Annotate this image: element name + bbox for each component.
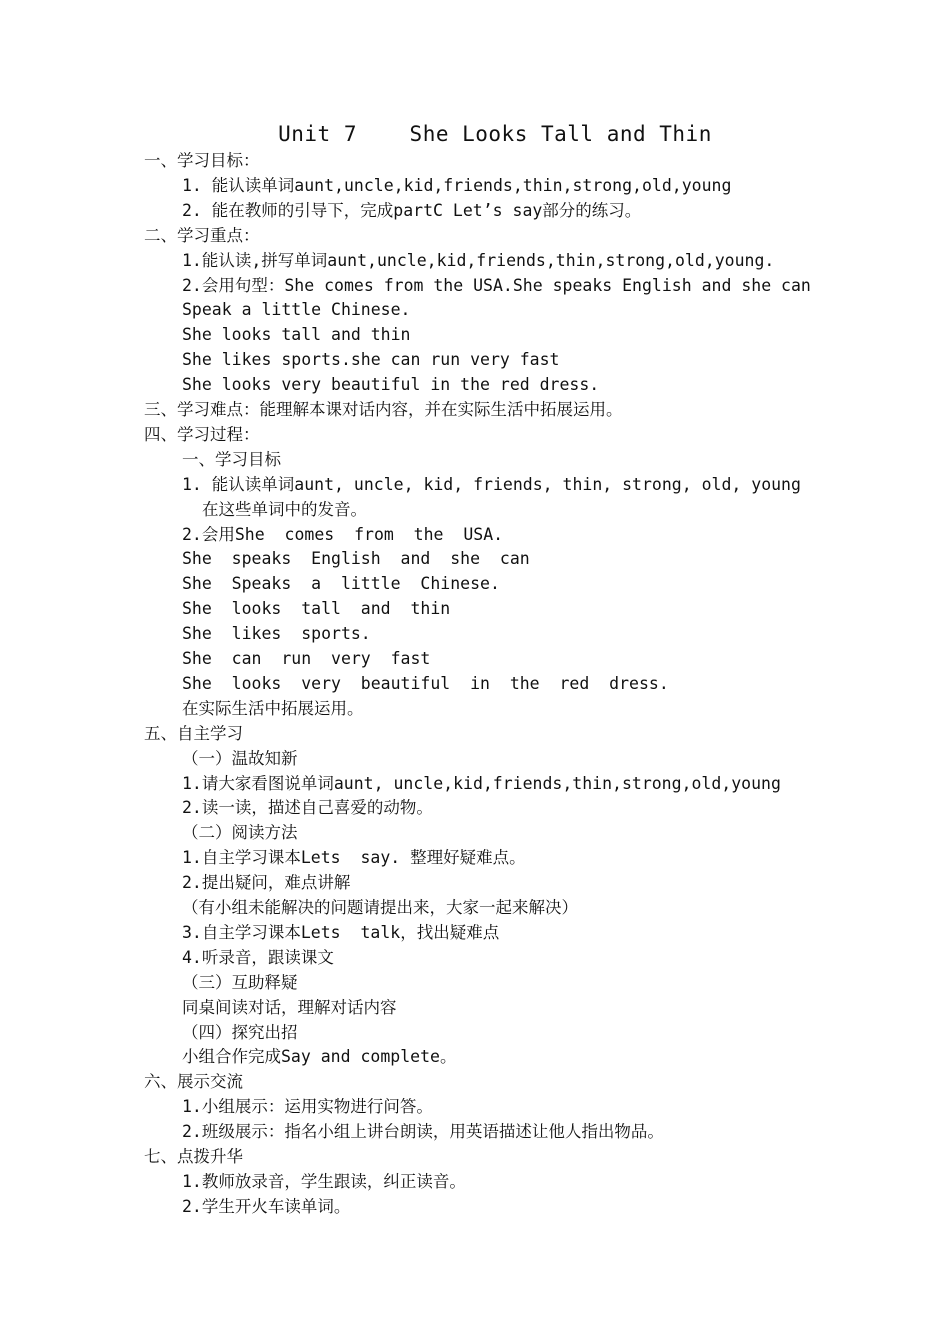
body-line: 1. 能认读单词aunt, uncle, kid, friends, thin, strong, old, young bbox=[182, 474, 801, 494]
body-line: 在这些单词中的发音。 bbox=[202, 499, 367, 519]
body-line: 1.教师放录音，学生跟读，纠正读音。 bbox=[182, 1171, 466, 1191]
body-line: 2.会用She comes from the USA. bbox=[182, 524, 504, 544]
section-heading: 四、学习过程： bbox=[144, 424, 260, 444]
section-heading: 七、点拨升华 bbox=[144, 1147, 243, 1166]
body-line: She looks tall and thin bbox=[182, 325, 411, 345]
body-line: （一）温故知新 bbox=[182, 748, 298, 768]
body-line: 2.会用句型：She comes from the USA.She speaks English and she can bbox=[182, 275, 811, 295]
document-title: Unit 7 She Looks Tall and Thin bbox=[278, 122, 712, 146]
section-heading: 三、学习难点：能理解本课对话内容，并在实际生活中拓展运用。 bbox=[144, 400, 623, 419]
body-line: 1.小组展示：运用实物进行问答。 bbox=[182, 1097, 433, 1117]
body-line: （二）阅读方法 bbox=[182, 823, 298, 843]
body-line: （三）互助释疑 bbox=[182, 972, 298, 992]
body-line: 2. 能在教师的引导下，完成partC Let’s say部分的练习。 bbox=[182, 200, 642, 220]
body-line: 4.听录音，跟读课文 bbox=[182, 947, 334, 967]
body-line: 一、学习目标 bbox=[182, 449, 281, 469]
body-line: 1.自主学习课本Lets say. 整理好疑难点。 bbox=[182, 848, 526, 868]
body-line: She can run very fast bbox=[182, 649, 431, 668]
body-line: 2.学生开火车读单词。 bbox=[182, 1196, 351, 1216]
body-line: She speaks English and she can bbox=[182, 549, 530, 569]
body-line: 1.能认读,拼写单词aunt,uncle,kid,friends,thin,strong,old,young. bbox=[182, 250, 775, 270]
section-heading: 五、自主学习 bbox=[144, 723, 243, 743]
body-line: （四）探究出招 bbox=[182, 1022, 298, 1042]
section-heading: 二、学习重点： bbox=[144, 225, 260, 245]
body-line: She looks tall and thin bbox=[182, 599, 451, 619]
body-line: 2.班级展示：指名小组上讲台朗读，用英语描述让他人指出物品。 bbox=[182, 1122, 664, 1142]
body-line: 小组合作完成Say and complete。 bbox=[182, 1047, 457, 1067]
section-heading: 一、学习目标： bbox=[144, 151, 260, 170]
body-line: She looks very beautiful in the red dress. bbox=[182, 673, 669, 693]
body-line: 2.提出疑问，难点讲解 bbox=[182, 873, 351, 893]
body-line: （有小组未能解决的问题请提出来，大家一起来解决） bbox=[182, 898, 578, 917]
body-line: 1.请大家看图说单词aunt, uncle,kid,friends,thin,strong,old,young bbox=[182, 773, 781, 793]
body-line: 同桌间读对话，理解对话内容 bbox=[182, 997, 397, 1017]
body-line: She Speaks a little Chinese. bbox=[182, 574, 500, 594]
section-heading: 六、展示交流 bbox=[144, 1072, 243, 1092]
body-line: She looks very beautiful in the red dress. bbox=[182, 375, 600, 395]
body-line: She likes sports.she can run very fast bbox=[182, 350, 560, 370]
body-line: 在实际生活中拓展运用。 bbox=[182, 698, 364, 718]
body-line: She likes sports. bbox=[182, 624, 371, 644]
body-line: 1. 能认读单词aunt,uncle,kid,friends,thin,strong,old,young bbox=[182, 175, 732, 195]
body-line: 2.读一读，描述自己喜爱的动物。 bbox=[182, 798, 433, 818]
body-line: Speak a little Chinese. bbox=[182, 300, 411, 320]
body-line: 3.自主学习课本Lets talk，找出疑难点 bbox=[182, 922, 500, 942]
